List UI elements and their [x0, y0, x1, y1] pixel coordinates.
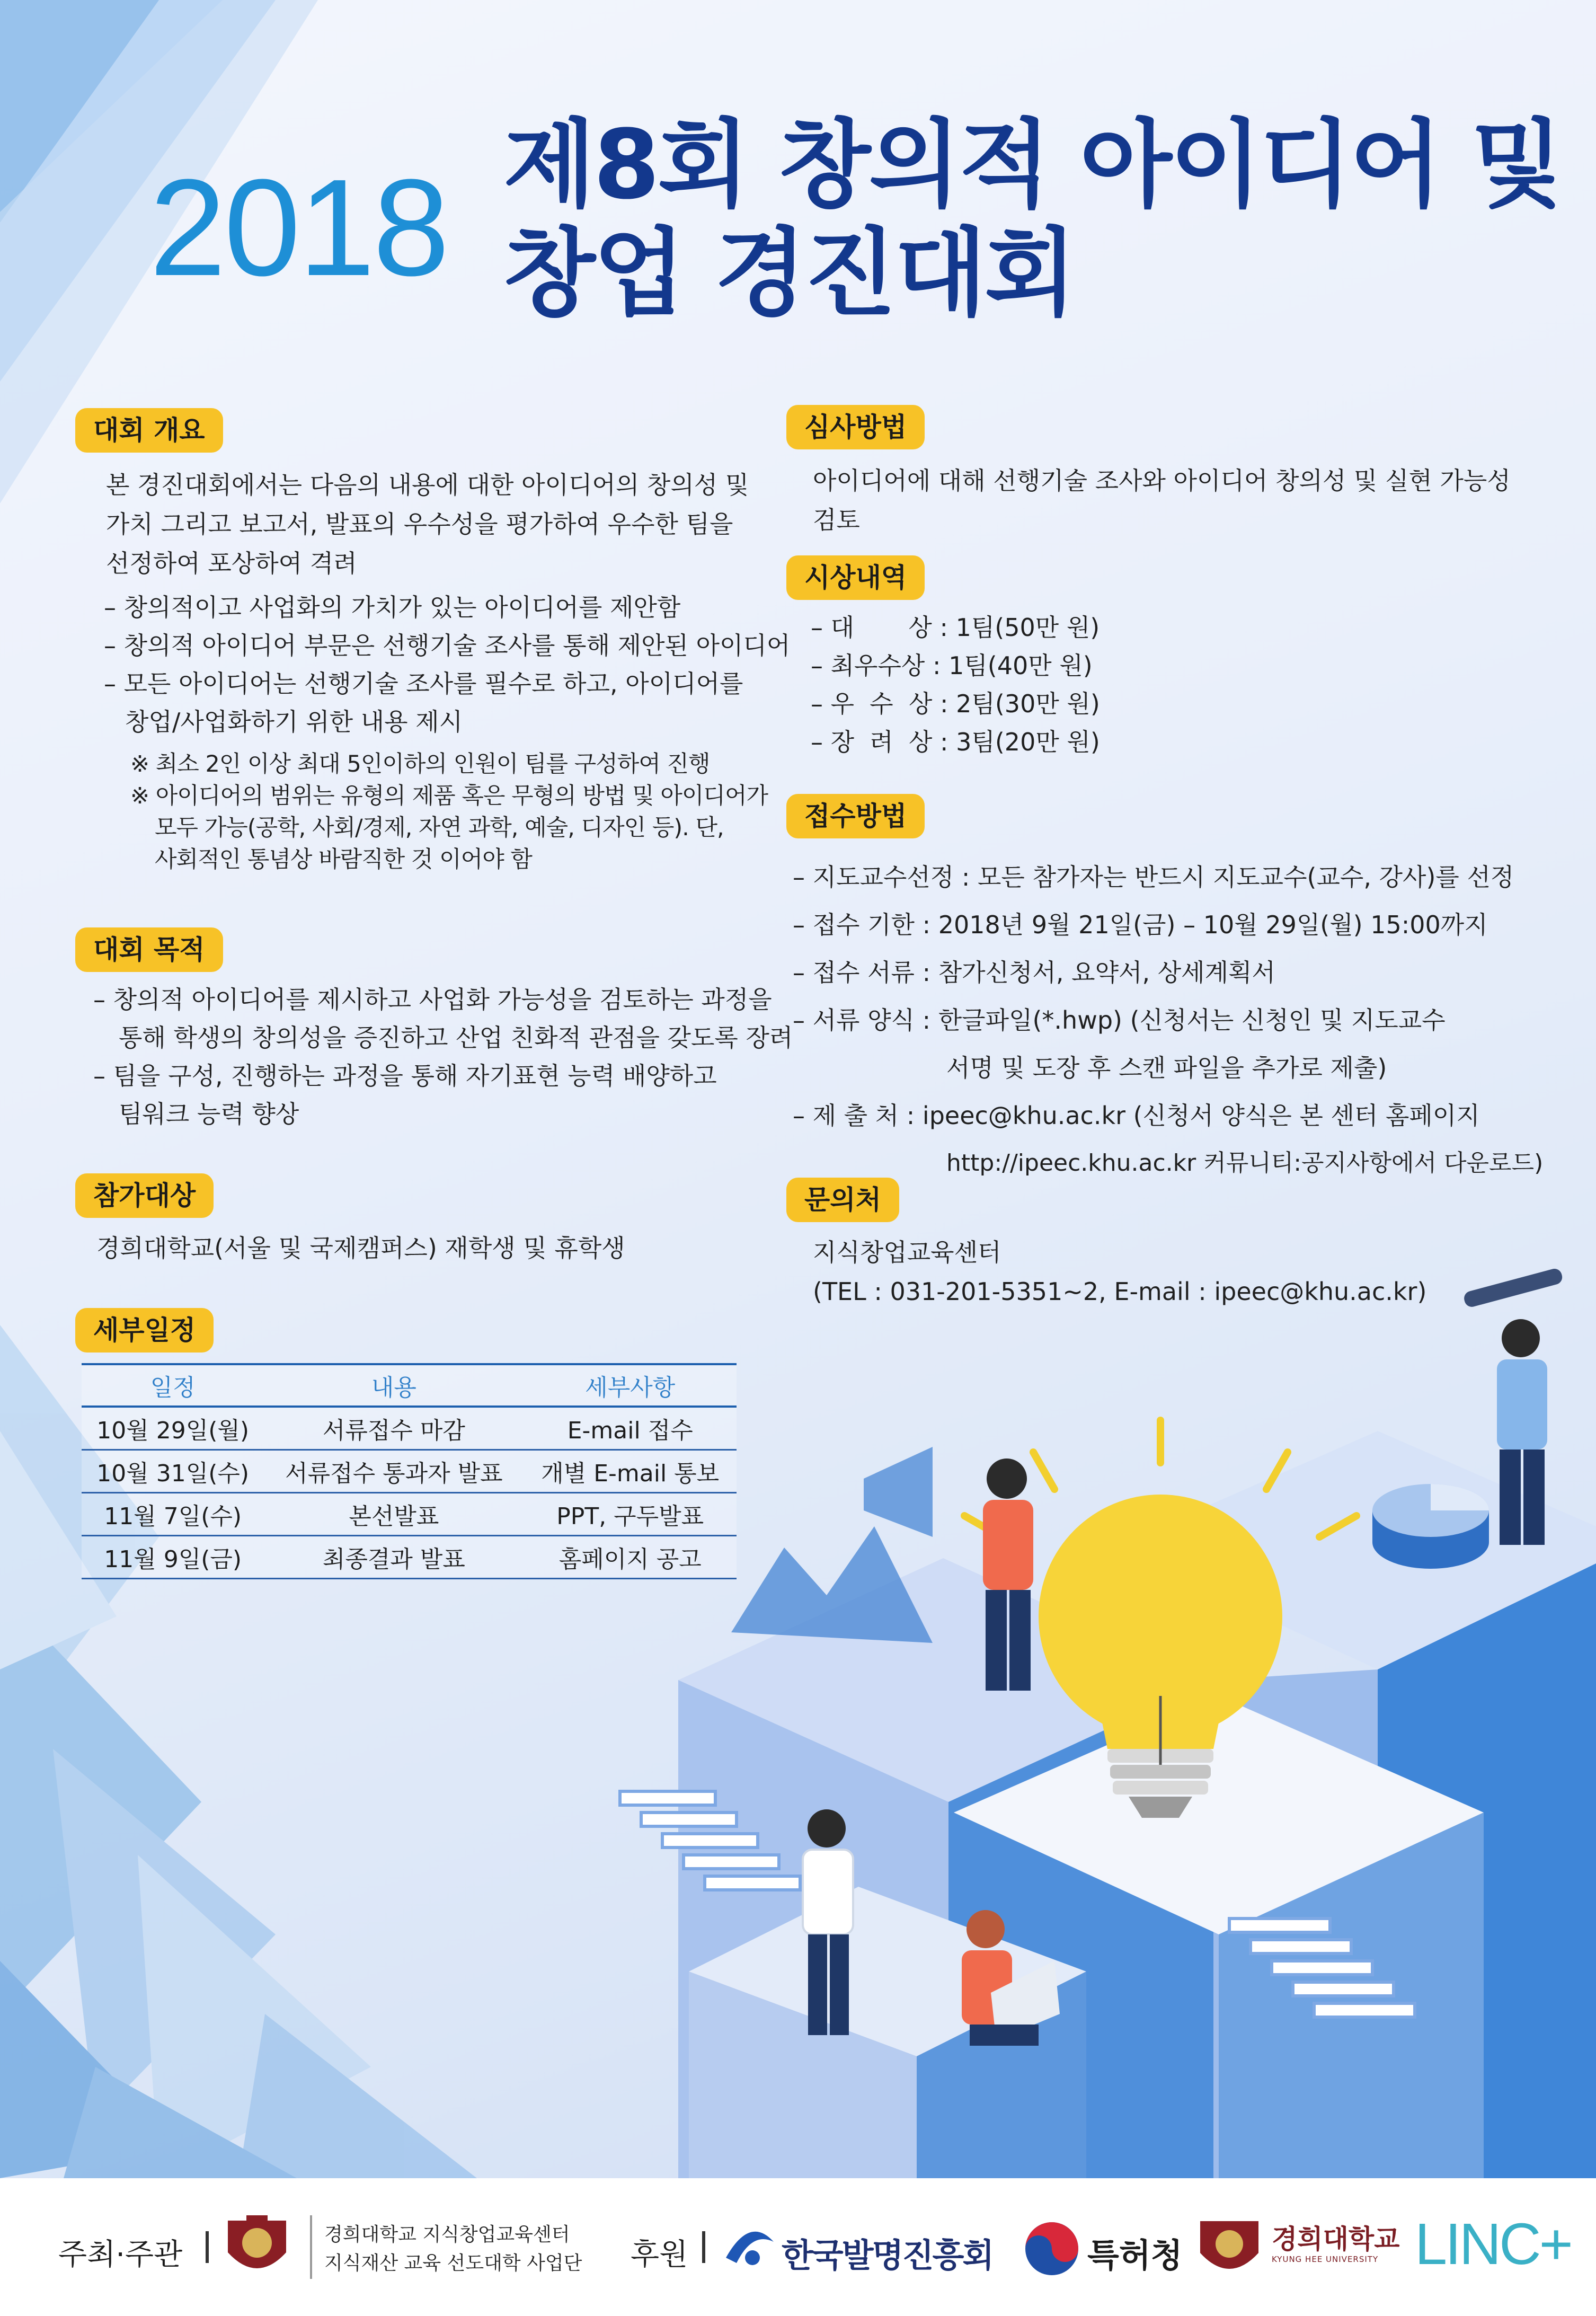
- awards-heading: 시상내역: [786, 555, 925, 600]
- award-item: – 대 상 : 1팀(50만 원): [811, 613, 1100, 642]
- submission-heading: 접수방법: [786, 794, 925, 838]
- divider: [310, 2215, 312, 2279]
- overview-note-continued: 사회적인 통념상 바람직한 것 이어야 함: [155, 846, 532, 873]
- overview-body: [106, 465, 749, 583]
- judging-line: 검토: [813, 506, 860, 534]
- pie-chart-illustration: [1372, 1484, 1489, 1569]
- schedule-col-date: 일정: [82, 1364, 264, 1407]
- judging-heading: 심사방법: [786, 405, 925, 449]
- overview-line: 본 경진대회에서는 다음의 내용에 대한 아이디어의 창의성 및: [106, 471, 749, 499]
- khu-crest-icon: [217, 2210, 297, 2284]
- year-heading: 2018: [149, 151, 448, 305]
- schedule-cell: 11월 9일(금): [82, 1536, 264, 1579]
- contact-body: [813, 1233, 1426, 1311]
- schedule-cell: 홈페이지 공고: [524, 1536, 737, 1579]
- footer-bar: [0, 2178, 1596, 2316]
- submission-line: – 접수 기한 : 2018년 9월 21일(금) – 10월 29일(월) 15:00까지: [793, 911, 1488, 939]
- schedule-cell: E-mail 접수: [524, 1407, 737, 1450]
- eligibility-text: 경희대학교(서울 및 국제캠퍼스) 재학생 및 휴학생: [96, 1234, 625, 1262]
- schedule-cell: PPT, 구두발표: [524, 1493, 737, 1536]
- overview-bullets: [104, 588, 790, 741]
- mountains: [731, 1526, 933, 1643]
- contact-heading: 문의처: [786, 1178, 899, 1222]
- schedule-cell: 서류접수 마감: [264, 1407, 524, 1450]
- table-row: [82, 1407, 737, 1450]
- overview-heading: 대회 개요: [75, 408, 223, 453]
- khu-crest-icon: [1192, 2213, 1266, 2282]
- overview-bullet: – 창의적 아이디어 부문은 선행기술 조사를 통해 제안된 아이디어: [104, 631, 791, 660]
- schedule-header-row: [82, 1364, 737, 1407]
- award-item: – 최우수상 : 1팀(40만 원): [811, 651, 1093, 680]
- schedule-cell: 서류접수 통과자 발표: [264, 1450, 524, 1493]
- schedule-cell: 10월 29일(월): [82, 1407, 264, 1450]
- overview-bullet: – 창의적이고 사업화의 가치가 있는 아이디어를 제안함: [104, 593, 681, 622]
- overview-note: ※ 최소 2인 이상 최대 5인이하의 인원이 팀를 구성하여 진행: [130, 751, 710, 777]
- schedule-cell: 본선발표: [264, 1493, 524, 1536]
- schedule-heading: 세부일정: [75, 1308, 214, 1353]
- overview-line: 선정하여 포상하여 격려: [106, 549, 357, 578]
- khu-name-ko: 경희대학교: [1272, 2224, 1400, 2255]
- contact-line: (TEL : 031-201-5351~2, E-mail : ipeec@khu.ac.kr): [813, 1277, 1427, 1306]
- taegeuk-icon: [1023, 2220, 1081, 2278]
- overview-note-continued: 모두 가능(공학, 사회/경제, 자연 과학, 예술, 디자인 등). 단,: [155, 815, 724, 841]
- divider: [702, 2231, 705, 2263]
- kipo-label: 특허청: [1087, 2236, 1183, 2275]
- purpose-line: – 창의적 아이디어를 제시하고 사업화 가능성을 검토하는 과정을: [93, 985, 772, 1014]
- award-item: – 장 려 상 : 3팀(20만 원): [811, 728, 1100, 756]
- purpose-heading: 대회 목적: [75, 927, 223, 972]
- kipa-logo-icon: [721, 2221, 779, 2274]
- judging-body: [813, 461, 1511, 540]
- khu-logo: [1272, 2224, 1400, 2264]
- overview-bullet: – 모든 아이디어는 선행기술 조사를 필수로 하고, 아이디어를: [104, 669, 743, 698]
- contact-line: 지식창업교육센터: [813, 1238, 1001, 1267]
- schedule-cell: 최종결과 발표: [264, 1536, 524, 1579]
- submission-url-line: http://ipeec.khu.ac.kr 커뮤니티:공지사항에서 다운로드): [946, 1150, 1544, 1177]
- schedule-cell: 10월 31일(수): [82, 1450, 264, 1493]
- sponsor-org: 한국발명진흥회: [782, 2236, 993, 2275]
- host-org-line: 경희대학교 지식창업교육센터: [324, 2224, 570, 2246]
- schedule-table: [82, 1363, 737, 1579]
- submission-line: – 서류 양식 : 한글파일(*.hwp) (신청서는 신청인 및 지도교수: [793, 1006, 1446, 1035]
- title-line-1: 제8회 창의적 아이디어 및: [503, 110, 1562, 220]
- schedule-cell: 개별 E-mail 통보: [524, 1450, 737, 1493]
- overview-note: ※ 아이디어의 범위는 유형의 제품 혹은 무형의 방법 및 아이디어가: [130, 783, 768, 809]
- submission-line: – 접수 서류 : 참가신청서, 요약서, 상세계획서: [793, 958, 1275, 987]
- table-row: [82, 1493, 737, 1536]
- schedule-col-detail: 세부사항: [524, 1364, 737, 1407]
- purpose-body: [93, 980, 793, 1133]
- award-item: – 우 수 상 : 2팀(30만 원): [811, 690, 1100, 718]
- divider: [206, 2231, 209, 2263]
- title-line-2: 창업 경진대회: [503, 218, 1075, 329]
- eligibility-heading: 참가대상: [75, 1173, 214, 1218]
- table-row: [82, 1536, 737, 1579]
- schedule-col-content: 내용: [264, 1364, 524, 1407]
- judging-line: 아이디어에 대해 선행기술 조사와 아이디어 창의성 및 실현 가능성: [813, 466, 1511, 495]
- submission-body: [793, 853, 1543, 1187]
- table-row: [82, 1450, 737, 1493]
- awards-list: [811, 608, 1100, 761]
- purpose-line: 팀워크 능력 향상: [119, 1100, 299, 1128]
- sponsor-label: 후원: [631, 2238, 688, 2272]
- khu-name-en: KYUNG HEE UNIVERSITY: [1272, 2255, 1379, 2264]
- purpose-line: – 팀을 구성, 진행하는 과정을 통해 자기표현 능력 배양하고: [93, 1062, 717, 1090]
- submission-line-continued: 서명 및 도장 후 스캔 파일을 추가로 제출): [946, 1054, 1387, 1082]
- overview-notes: [130, 748, 768, 876]
- schedule-cell: 11월 7일(수): [82, 1493, 264, 1536]
- overview-bullet-continued: 창업/사업화하기 위한 내용 제시: [125, 708, 463, 736]
- host-label: 주최·주관: [58, 2238, 183, 2272]
- host-org: [324, 2221, 582, 2278]
- host-org-line: 지식재산 교육 선도대학 사업단: [324, 2252, 582, 2274]
- submission-line: – 지도교수선정 : 모든 참가자는 반드시 지도교수(교수, 강사)를 선정: [793, 863, 1514, 891]
- overview-line: 가치 그리고 보고서, 발표의 우수성을 평가하여 우수한 팀을: [106, 510, 733, 538]
- linc-logo: LINC+: [1415, 2212, 1571, 2277]
- submission-line: – 제 출 처 : ipeec@khu.ac.kr (신청서 양식은 본 센터 홈페이지: [793, 1101, 1480, 1130]
- purpose-line: 통해 학생의 창의성을 증진하고 산업 친화적 관점을 갖도록 장려: [119, 1023, 793, 1052]
